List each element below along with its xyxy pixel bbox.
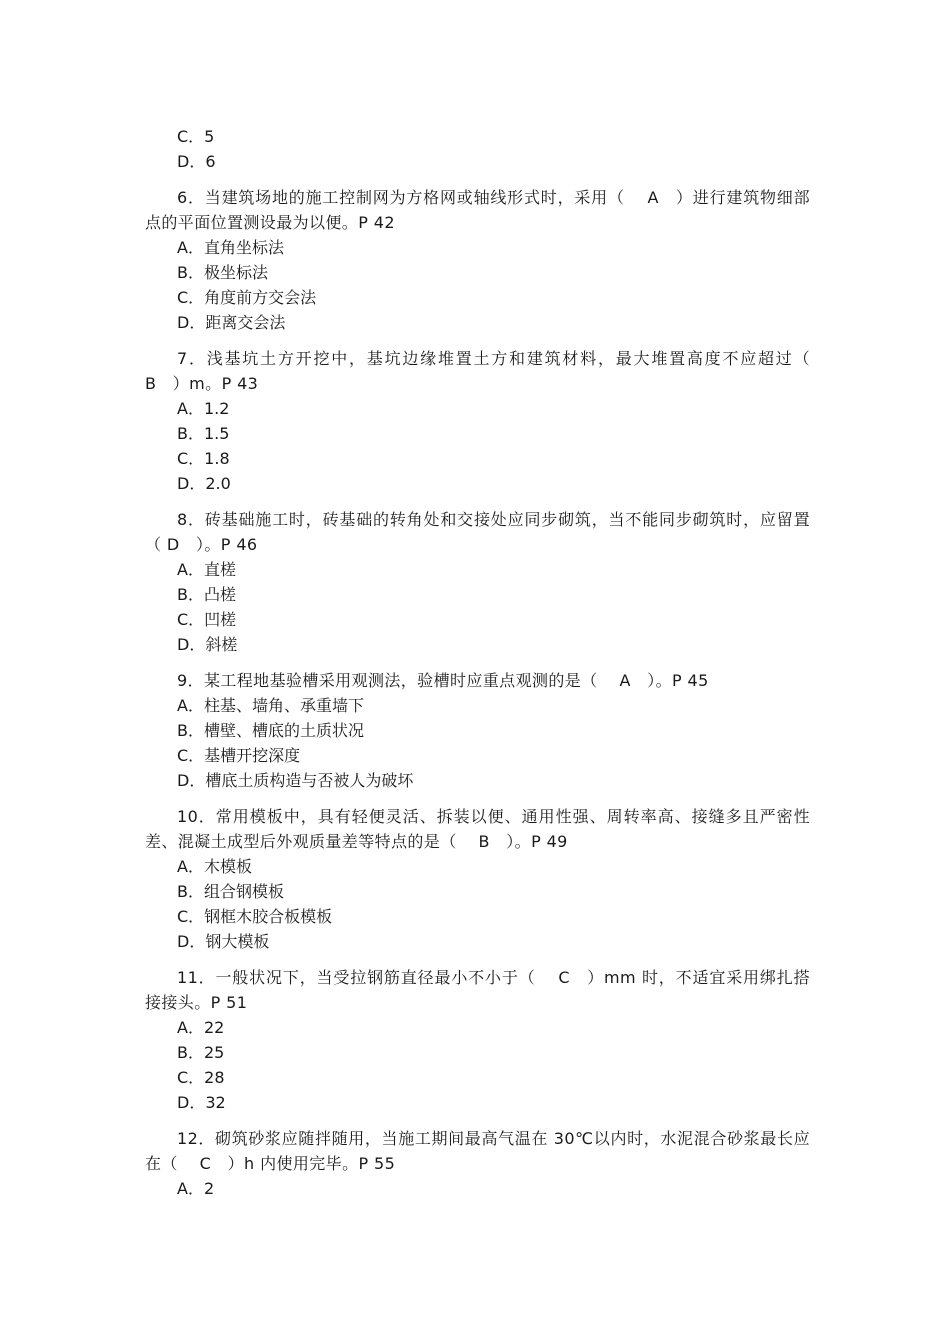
question-7-option-d: D．2.0 — [177, 474, 231, 493]
question-7-option-c: C．1.8 — [177, 449, 230, 468]
question-9-option-b: B．槽壁、槽底的土质状况 — [177, 721, 364, 740]
question-12: 12．砌筑砂浆应随拌随用，当施工期间最高气温在 30℃以内时，水泥混合砂浆最长应在（ C ）h 内使用完毕。P 55 — [145, 1129, 810, 1173]
question-8: 8．砖基础施工时，砖基础的转角处和交接处应同步砌筑，当不能同步砌筑时，应留置（ D ）。P 46 — [145, 510, 810, 554]
question-10: 10．常用模板中，具有轻便灵活、拆装以便、通用性强、周转率高、接缝多且严密性差、混凝土成型后外观质量差等特点的是（ B ）。P 49 — [145, 807, 810, 851]
question-6-option-b: B．极坐标法 — [177, 263, 268, 282]
question-9-option-c: C．基槽开挖深度 — [177, 746, 301, 765]
question-10-option-d: D．钢大模板 — [177, 932, 270, 951]
question-11-option-a: A．22 — [177, 1018, 225, 1037]
question-9-option-a: A．柱基、墙角、承重墙下 — [177, 696, 364, 715]
question-6: 6．当建筑场地的施工控制网为方格网或轴线形式时，采用（ A ）进行建筑物细部点的平面位置测设最为以便。P 42 — [145, 188, 810, 232]
document-content — [145, 124, 832, 1201]
question-8-option-c: C．凹槎 — [177, 610, 237, 629]
question-11: 11．一般状况下，当受拉钢筋直径最小不小于（ C ）mm 时，不适宜采用绑扎搭接接头。P 51 — [145, 968, 810, 1012]
question-8-option-b: B．凸槎 — [177, 585, 236, 604]
option-c-5: C．5 — [177, 127, 215, 146]
question-7-option-a: A．1.2 — [177, 399, 230, 418]
question-9: 9．某工程地基验槽采用观测法，验槽时应重点观测的是（ A ）。P 45 — [177, 671, 709, 690]
question-6-option-d: D．距离交会法 — [177, 313, 286, 332]
question-11-option-b: B．25 — [177, 1043, 225, 1062]
question-9-option-d: D．槽底土质构造与否被人为破坏 — [177, 771, 414, 790]
question-10-option-c: C．钢框木胶合板模板 — [177, 907, 333, 926]
question-11-option-d: D．32 — [177, 1093, 226, 1112]
option-d-6: D．6 — [177, 152, 216, 171]
question-8-option-d: D．斜槎 — [177, 635, 238, 654]
question-10-option-b: B．组合钢模板 — [177, 882, 284, 901]
question-7: 7．浅基坑土方开挖中，基坑边缘堆置土方和建筑材料，最大堆置高度不应超过（ B ）m。P 43 — [145, 349, 832, 393]
question-11-option-c: C．28 — [177, 1068, 225, 1087]
question-10-option-a: A．木模板 — [177, 857, 252, 876]
question-7-option-b: B．1.5 — [177, 424, 230, 443]
question-12-option-a: A．2 — [177, 1179, 215, 1198]
question-6-option-c: C．角度前方交会法 — [177, 288, 317, 307]
question-6-option-a: A．直角坐标法 — [177, 238, 284, 257]
question-8-option-a: A．直槎 — [177, 560, 236, 579]
